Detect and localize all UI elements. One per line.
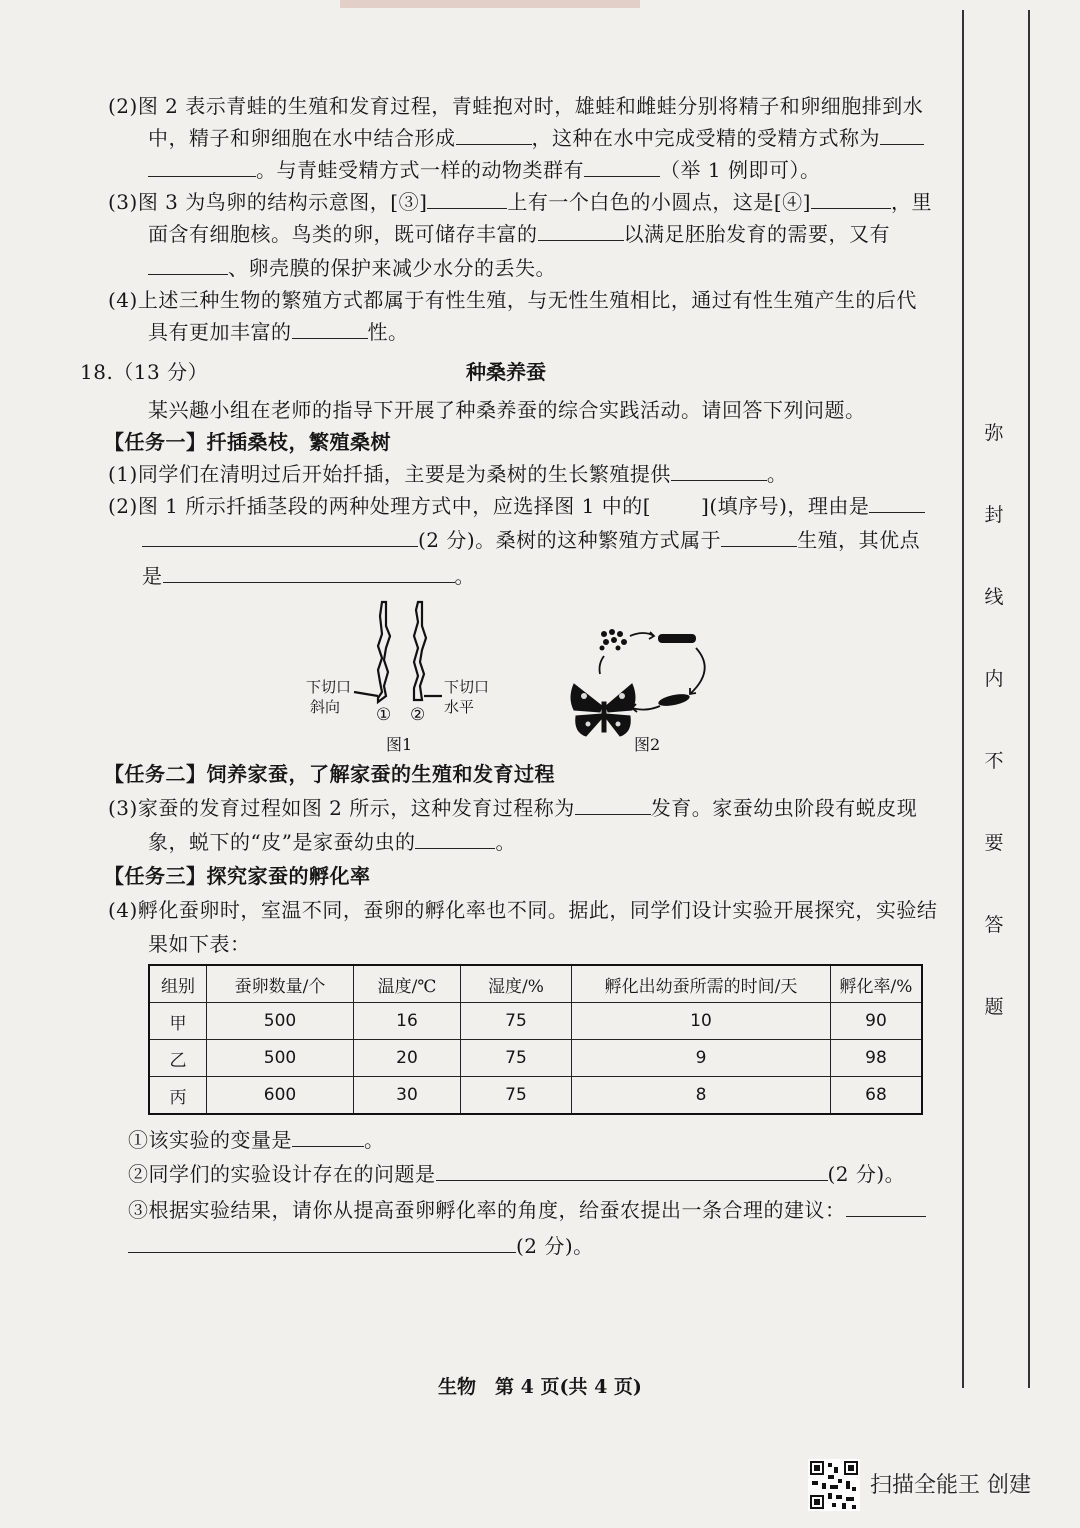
table-cell: 20 (354, 1040, 461, 1077)
q18-s2-line2: (2 分)。桑树的这种繁殖方式属于 生殖，其优点 (142, 526, 920, 554)
table-header-cell: 孵化出幼蚕所需的时间/天 (572, 965, 831, 1003)
q17-p3-line2: 面含有细胞核。鸟类的卵，既可储存丰富的 以满足胚胎发育的需要，又有 (148, 222, 890, 246)
q18-intro: 某兴趣小组在老师的指导下开展了种桑养蚕的综合实践活动。请回答下列问题。 (148, 398, 866, 422)
q17-p4-line1: (4)上述三种生物的繁殖方式都属于有性生殖，与无性生殖相比，通过有性生殖产生的后代 (108, 288, 917, 312)
task2-heading: 【任务二】饲养家蚕，了解家蚕的生殖和发育过程 (104, 762, 555, 786)
q18-sub3-line1: ③根据实验结果，请你从提高蚕卵孵化率的角度，给蚕农提出一条合理的建议： (128, 1196, 926, 1224)
table-cell: 90 (831, 1003, 923, 1040)
table-header-cell: 湿度/% (461, 965, 572, 1003)
figure1-cuttings (300, 596, 520, 756)
table-cell: 75 (461, 1077, 572, 1115)
q17-p3-line1: (3)图 3 为鸟卵的结构示意图，[③] 上有一个白色的小圆点，这是[④] ，里 (108, 190, 932, 214)
q18-s3-line2: 象，蜕下的“皮”是家蚕幼虫的 。 (148, 830, 516, 854)
seal-char: 要 (984, 832, 1004, 854)
fig1-left-label-2: 斜向 (310, 698, 341, 716)
table-row (149, 1077, 922, 1115)
table-header-row (149, 965, 922, 1003)
table-header-cell: 组别 (149, 965, 207, 1003)
table-cell: 98 (831, 1040, 923, 1077)
table-cell: 甲 (149, 1003, 207, 1040)
scanner-watermark: 扫描全能王 创建 (870, 1473, 1031, 1498)
q18-s2-line3: 是 。 (142, 564, 475, 588)
table-cell: 600 (207, 1077, 354, 1115)
table-cell: 500 (207, 1003, 354, 1040)
seal-char: 弥 (984, 422, 1004, 444)
q18-sub2: ②同学们的实验设计存在的问题是 (2 分)。 (128, 1162, 906, 1186)
seal-char: 封 (984, 504, 1004, 526)
q18-s2-line1: (2)图 1 所示扦插茎段的两种处理方式中，应选择图 1 中的[ ](填序号)，理由是 (108, 492, 925, 520)
table-header-cell: 温度/℃ (354, 965, 461, 1003)
seal-char: 内 (984, 668, 1004, 690)
fig1-mark-1: ① (376, 705, 392, 725)
table-cell: 75 (461, 1040, 572, 1077)
q18-sub3-line2: (2 分)。 (128, 1232, 594, 1260)
seal-char: 不 (984, 750, 1004, 772)
q18-s4-line1: (4)孵化蚕卵时，室温不同，蚕卵的孵化率也不同。据此，同学们设计实验开展探究，实验结 (108, 898, 938, 922)
fig1-caption: 图1 (386, 735, 413, 754)
seal-char: 答 (984, 914, 1004, 936)
seal-char: 题 (984, 996, 1004, 1018)
fig1-left-label-1: 下切口 (306, 678, 352, 696)
results-table (148, 964, 923, 1115)
table-row (149, 1003, 922, 1040)
task3-heading: 【任务三】探究家蚕的孵化率 (104, 864, 371, 888)
page-footer: 生物 第 4 页(共 4 页) (438, 1376, 642, 1398)
scan-smear (340, 0, 640, 8)
q17-p3-line3: 、卵壳膜的保护来减少水分的丢失。 (148, 254, 556, 282)
table-row (149, 1040, 922, 1077)
table-cell: 乙 (149, 1040, 207, 1077)
q18-number: 18.（13 分） (80, 360, 209, 384)
q18-s3-line1: (3)家蚕的发育过程如图 2 所示，这种发育过程称为 发育。家蚕幼虫阶段有蜕皮现 (108, 796, 918, 820)
q17-p2-line3: 。与青蛙受精方式一样的动物类群有 （举 1 例即可）。 (148, 156, 820, 184)
q18-s4-line2: 果如下表： (148, 932, 251, 956)
fig1-right-label-2: 水平 (444, 698, 475, 716)
q18-sub1: ①该实验的变量是 。 (128, 1128, 385, 1152)
table-cell: 30 (354, 1077, 461, 1115)
table-cell: 68 (831, 1077, 923, 1115)
table-header-cell: 孵化率/% (831, 965, 923, 1003)
q17-p2-line2: 中，精子和卵细胞在水中结合形成 ，这种在水中完成受精的受精方式称为 (148, 124, 924, 152)
q18-s1: (1)同学们在清明过后开始扦插，主要是为桑树的生长繁殖提供 。 (108, 462, 788, 486)
seal-border-right (1028, 10, 1030, 1388)
q17-p2-line1: (2)图 2 表示青蛙的生殖和发育过程，青蛙抱对时，雄蛙和雌蛙分别将精子和卵细胞排到水 (108, 94, 924, 118)
table-cell: 16 (354, 1003, 461, 1040)
q18-title: 种桑养蚕 (466, 360, 546, 384)
table-cell: 9 (572, 1040, 831, 1077)
fig1-right-label-1: 下切口 (444, 678, 490, 696)
table-cell: 丙 (149, 1077, 207, 1115)
table-cell: 75 (461, 1003, 572, 1040)
table-cell: 10 (572, 1003, 831, 1040)
q17-p4-line2: 具有更加丰富的 性。 (148, 320, 409, 344)
seal-border-left (962, 10, 964, 1388)
qr-code-icon (808, 1459, 860, 1511)
seal-char: 线 (984, 586, 1004, 608)
table-header-cell: 蚕卵数量/个 (207, 965, 354, 1003)
task1-heading: 【任务一】扦插桑枝，繁殖桑树 (104, 430, 391, 454)
table-cell: 8 (572, 1077, 831, 1115)
table-cell: 500 (207, 1040, 354, 1077)
fig1-mark-2: ② (410, 705, 426, 725)
figure2-silkworm-cycle (566, 620, 716, 756)
fig2-caption: 图2 (634, 735, 661, 754)
